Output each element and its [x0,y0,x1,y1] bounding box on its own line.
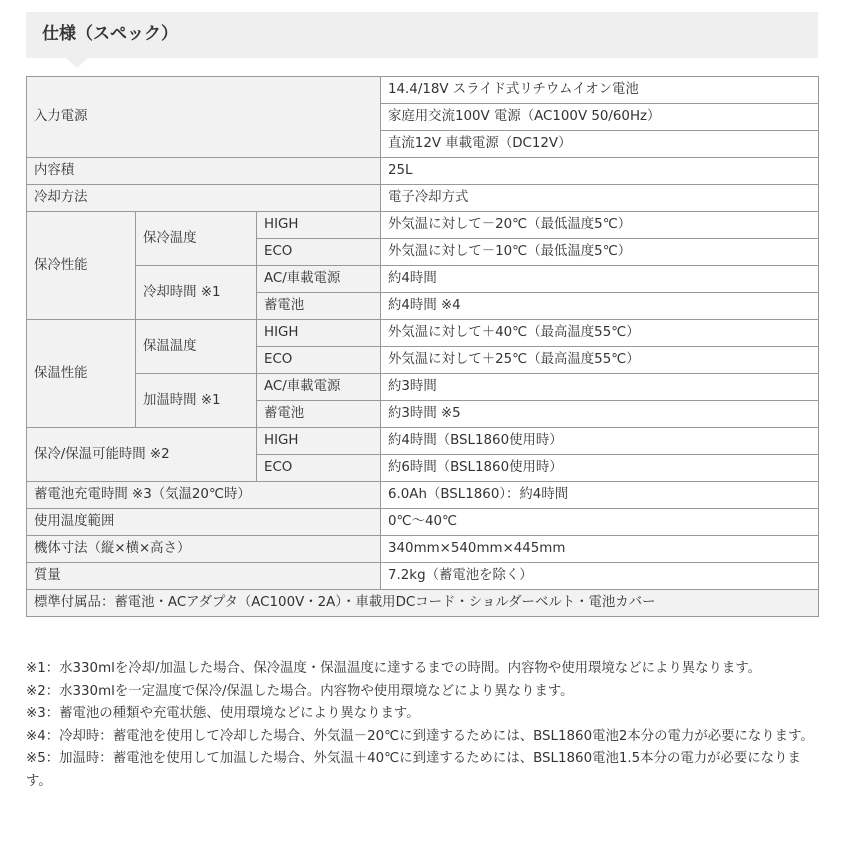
spec-value: 約3時間 [381,374,819,401]
spec-value: 約4時間（BSL1860使用時） [381,428,819,455]
spec-label-warming-performance: 保温性能 [27,320,136,428]
spec-label-input-power: 入力電源 [27,77,381,158]
spec-value: 14.4/18V スライド式リチウムイオン電池 [381,77,819,104]
spec-value: 電子冷却方式 [381,185,819,212]
section-header [26,12,818,58]
spec-sublabel-warming-temp: 保温温度 [136,320,257,374]
table-row [27,266,819,293]
table-row [27,77,819,104]
section-header-pointer [66,58,88,68]
table-row [27,590,819,617]
spec-mode: HIGH [257,320,381,347]
spec-label-operating-temp: 使用温度範囲 [27,509,381,536]
spec-label-dimensions: 機体寸法（縦×横×高さ） [27,536,381,563]
spec-sublabel-cooling-time: 冷却時間 ※1 [136,266,257,320]
spec-mode: HIGH [257,428,381,455]
spec-mode: ECO [257,455,381,482]
table-row [27,374,819,401]
spec-value: 約3時間 ※5 [381,401,819,428]
spec-value: 外気温に対して＋40℃（最高温度55℃） [381,320,819,347]
spec-value: 25L [381,158,819,185]
footnote: ※5：加温時：蓄電池を使用して加温した場合、外気温＋40℃に到達するためには、BSL1860電池1.5本分の電力が必要になります。 [26,751,801,789]
spec-mode: AC/車載電源 [257,374,381,401]
table-row [27,158,819,185]
spec-mode: HIGH [257,212,381,239]
spec-mode: AC/車載電源 [257,266,381,293]
spec-label-charge-time: 蓄電池充電時間 ※3（気温20℃時） [27,482,381,509]
spec-label-cooling-performance: 保冷性能 [27,212,136,320]
spec-value: 6.0Ah（BSL1860）：約4時間 [381,482,819,509]
table-row [27,185,819,212]
spec-sublabel-cooling-temp: 保冷温度 [136,212,257,266]
spec-value: 外気温に対して＋25℃（最高温度55℃） [381,347,819,374]
table-row [27,212,819,239]
footnote: ※4：冷却時：蓄電池を使用して冷却した場合、外気温－20℃に到達するためには、BSL1860電池2本分の電力が必要になります。 [26,728,814,744]
spec-mode: ECO [257,239,381,266]
footnote: ※3：蓄電池の種類や充電状態、使用環境などにより異なります。 [26,706,420,721]
spec-value: 家庭用交流100V 電源（AC100V 50/60Hz） [381,104,819,131]
spec-sublabel-warming-time: 加温時間 ※1 [136,374,257,428]
footnote: ※1：水330mlを冷却/加温した場合、保冷温度・保温温度に達するまでの時間。内容物や使用環境などにより異なります。 [26,661,762,676]
spec-accessories: 標準付属品：蓄電池・ACアダプタ（AC100V・2A）・車載用DCコード・ショルダーベルト・電池カバー [27,590,819,617]
table-row [27,428,819,455]
spec-value: 外気温に対して－20℃（最低温度5℃） [381,212,819,239]
table-row [27,536,819,563]
spec-label-capacity: 内容積 [27,158,381,185]
spec-value: 7.2kg（蓄電池を除く） [381,563,819,590]
table-row [27,482,819,509]
footnote: ※2：水330mlを一定温度で保冷/保温した場合。内容物や使用環境などにより異なります。 [26,683,574,699]
spec-value: 直流12V 車載電源（DC12V） [381,131,819,158]
spec-value: 約4時間 [381,266,819,293]
spec-mode: 蓄電池 [257,401,381,428]
spec-value: 約6時間（BSL1860使用時） [381,455,819,482]
spec-label-keep-time: 保冷/保温可能時間 ※2 [27,428,257,482]
spec-value: 340mm×540mm×445mm [381,536,819,563]
spec-label-cooling-method: 冷却方法 [27,185,381,212]
spec-table [26,76,819,617]
spec-value: 外気温に対して－10℃（最低温度5℃） [381,239,819,266]
footnotes [26,658,818,793]
section-title: 仕様（スペック） [42,24,178,44]
table-row [27,320,819,347]
spec-label-weight: 質量 [27,563,381,590]
table-row [27,563,819,590]
table-row [27,509,819,536]
spec-value: 約4時間 ※4 [381,293,819,320]
spec-value: 0℃～40℃ [381,509,819,536]
spec-mode: ECO [257,347,381,374]
spec-mode: 蓄電池 [257,293,381,320]
